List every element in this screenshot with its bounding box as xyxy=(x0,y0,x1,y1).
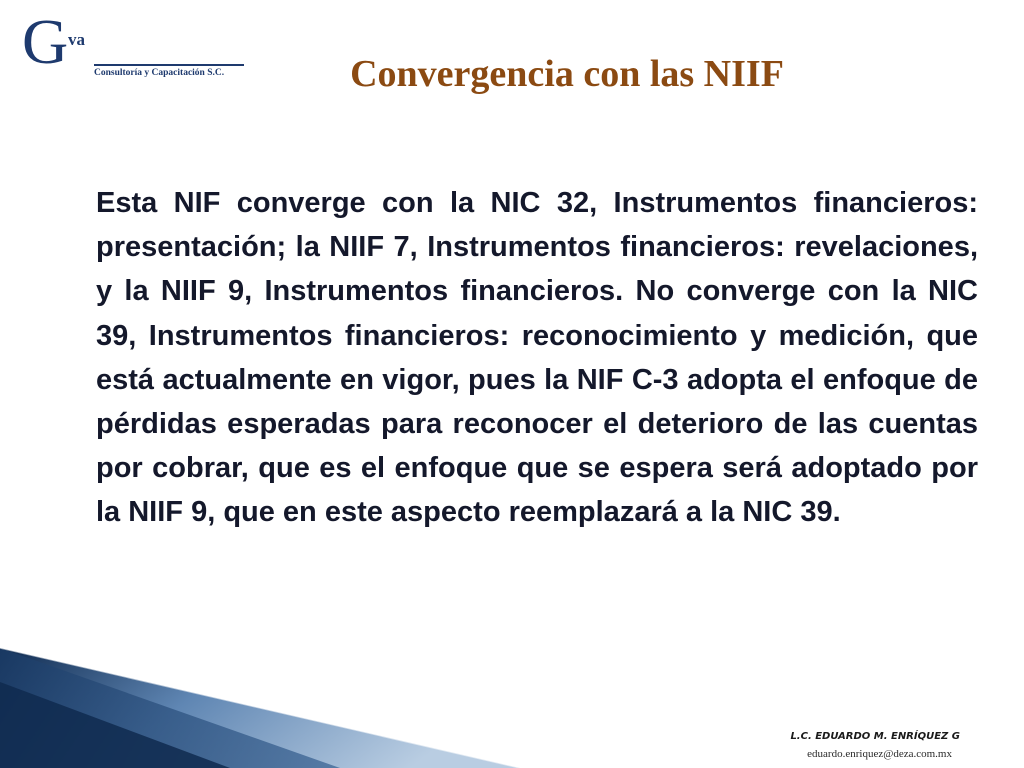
footer-author: L.C. EDUARDO M. ENRÍQUEZ G xyxy=(790,731,960,742)
footer-email: eduardo.enriquez@deza.com.mx xyxy=(807,748,952,760)
logo-rule xyxy=(94,64,244,66)
footer-swoosh-decoration xyxy=(0,640,520,768)
company-logo xyxy=(22,6,252,80)
slide-title: Convergencia con las NIIF xyxy=(350,53,784,95)
slide-body-text: Esta NIF converge con la NIC 32, Instrumentos financieros: presentación; la NIIF 7, Instrumentos financieros: revelaciones, y la NIIF 9, Instrumentos financieros. No converge con la NIC 39, Instrumentos financieros: reconocimiento y medición, que está actualmente en vigor, pues la NIF C-3 adopta el enfoque de pérdidas esperadas para reconocer el deterioro de las cuentas por cobrar, que es el enfoque que se espera será adoptado por la NIIF 9, que en este aspecto reemplazará a la NIC 39. xyxy=(96,187,978,529)
logo-tagline: Consultoría y Capacitación S.C. xyxy=(94,68,225,78)
logo-superscript: va xyxy=(68,30,85,49)
logo-letter: G xyxy=(22,6,69,77)
